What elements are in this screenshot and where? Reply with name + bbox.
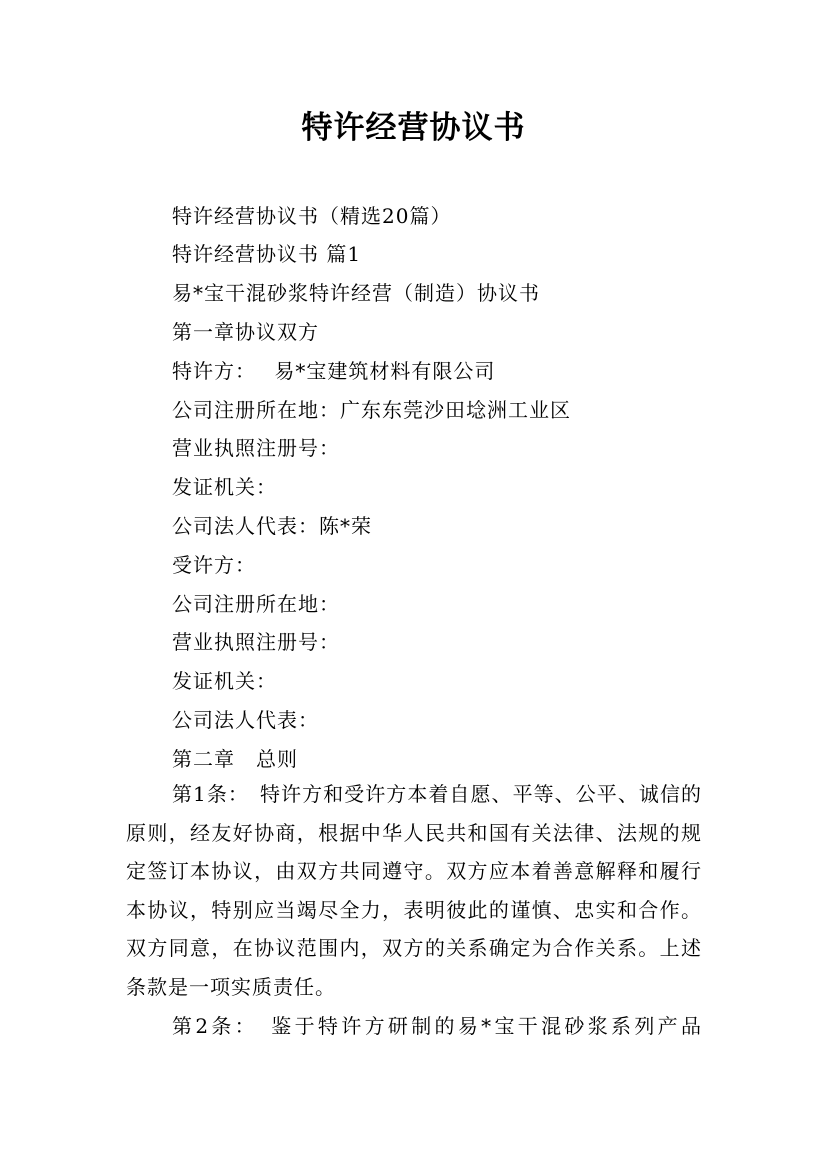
agreement-name: 易*宝干混砂浆特许经营（制造）协议书 bbox=[172, 281, 540, 305]
franchisee-license-line: 营业执照注册号： bbox=[172, 630, 340, 654]
franchisee-issuer-line: 发证机关： bbox=[172, 669, 277, 693]
article-2-paragraph: 第2条： 鉴于特许方研制的易*宝干混砂浆系列产品 bbox=[172, 1014, 702, 1038]
franchisee-line: 受许方： bbox=[172, 553, 256, 577]
chapter-heading: 第二章 总则 bbox=[172, 747, 298, 771]
franchisee-address-line: 公司注册所在地： bbox=[172, 592, 340, 616]
franchisee-representative-line: 公司法人代表： bbox=[172, 708, 319, 732]
franchisor-line: 特许方： 易*宝建筑材料有限公司 bbox=[172, 359, 496, 383]
franchisor-address-line: 公司注册所在地：广东东莞沙田埝洲工业区 bbox=[172, 398, 571, 422]
article-1-paragraph: 第1条： 特许方和受许方本着自愿、平等、公平、诚信的原则，经友好协商，根据中华人民共和国有关法律、法规的规定签订本协议，由双方共同遵守。双方应本着善意解释和履行本协议，特别应当竭尽全力，表明彼此的谨慎、忠实和合作。双方同意，在协议范围内，双方的关系确定为合作关系。上述条款是一项实质责任。 bbox=[126, 782, 702, 999]
subtitle-line: 特许经营协议书（精选20篇） bbox=[172, 204, 452, 228]
chapter-heading: 第一章协议双方 bbox=[172, 320, 319, 344]
document-title: 特许经营协议书 bbox=[301, 110, 526, 146]
section-heading: 特许经营协议书 篇1 bbox=[172, 242, 362, 266]
franchisor-issuer-line: 发证机关： bbox=[172, 475, 277, 499]
franchisor-license-line: 营业执照注册号： bbox=[172, 436, 340, 460]
franchisor-representative-line: 公司法人代表：陈*荣 bbox=[172, 514, 372, 538]
